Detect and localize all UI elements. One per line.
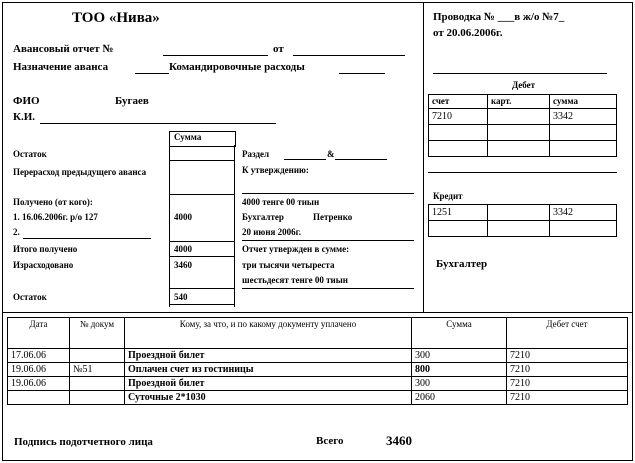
expense-row — [8, 363, 628, 377]
sum-col-left — [169, 145, 170, 307]
credit-card — [488, 221, 550, 237]
expense-date: 19.06.06 — [8, 377, 70, 391]
section-line-b — [335, 159, 387, 160]
debit-col-sum: сумма — [550, 95, 617, 109]
purpose-line-b — [339, 73, 385, 74]
debit-title: Дебет — [512, 80, 536, 90]
expense-doc — [70, 377, 125, 391]
debit-card — [488, 109, 550, 125]
expense-doc: №51 — [70, 363, 125, 377]
credit-sum — [550, 221, 617, 237]
approved-text-1: Отчет утвержден в сумме: — [242, 244, 350, 254]
expense-description: Оплачен счет из гостиницы — [125, 363, 412, 377]
expense-sum: 300 — [412, 349, 507, 363]
approval-date-line — [242, 240, 414, 241]
col-date: Дата — [8, 318, 70, 349]
expense-description: Суточные 2*1030 — [125, 391, 412, 405]
expense-sum: 300 — [412, 377, 507, 391]
section-amp: & — [327, 149, 335, 159]
credit-card — [488, 205, 550, 221]
credit-title: Кредит — [433, 191, 463, 201]
expense-row — [8, 377, 628, 391]
expense-row — [8, 349, 628, 363]
report-number-line — [163, 55, 268, 56]
expense-doc — [70, 391, 125, 405]
spent-value: 3460 — [174, 260, 192, 270]
expense-debit: 7210 — [507, 349, 628, 363]
expense-description: Проездной билет — [125, 377, 412, 391]
approval-amount: 4000 тенге 00 тиын — [242, 197, 320, 207]
entry-title: Проводка № ___в ж/о №7_ — [433, 11, 565, 23]
expense-description: Проездной билет — [125, 349, 412, 363]
overspend-label: Перерасход предыдущего аванса — [13, 167, 147, 177]
signature-label: Подпись подотчетного лица — [14, 436, 153, 448]
approved-line — [242, 288, 414, 289]
debit-col-card: карт. — [488, 95, 550, 109]
debit-account — [429, 141, 488, 157]
debit-row — [429, 141, 617, 157]
entry-date: от 20.06.2006г. — [433, 27, 503, 39]
credit-row — [429, 221, 617, 237]
sum-row-line — [169, 194, 234, 195]
purpose-label: Назначение аванса — [13, 61, 109, 73]
horizontal-divider — [2, 312, 632, 313]
debit-account: 7210 — [429, 109, 488, 125]
fio-value-1: Бугаев — [115, 95, 149, 107]
sum-row-line — [169, 241, 234, 242]
approval-label: К утверждению: — [242, 165, 309, 175]
debit-row — [429, 109, 617, 125]
total-value: 3460 — [386, 433, 412, 448]
right-accountant-label: Бухгалтер — [436, 258, 488, 270]
debit-header-row — [429, 95, 617, 109]
sum-row-line — [169, 304, 234, 305]
expense-date — [8, 391, 70, 405]
report-title-label: Авансовый отчет № — [13, 43, 114, 55]
spent-label: Израсходовано — [13, 260, 74, 270]
final-balance-value: 540 — [174, 292, 188, 302]
accountant-name: Петренко — [313, 212, 353, 222]
expense-header-row — [8, 318, 628, 349]
expense-table — [7, 317, 628, 405]
debit-row — [429, 125, 617, 141]
report-from-label: от — [273, 43, 284, 55]
report-date-line — [293, 55, 405, 56]
total-label: Всего — [316, 435, 344, 447]
debit-account — [429, 125, 488, 141]
col-description: Кому, за что, и по какому документу уплачено — [125, 318, 412, 349]
fio-value-2: К.И. — [13, 111, 36, 123]
purpose-line-a — [135, 73, 169, 74]
company-name: ТОО «Нива» — [72, 10, 160, 26]
debit-sum — [550, 125, 617, 141]
expense-doc — [70, 349, 125, 363]
accountant-label: Бухгалтер — [242, 212, 284, 222]
approved-text-3: шестьдесят тенге 00 тиын — [242, 275, 348, 285]
debit-col-account: счет — [429, 95, 488, 109]
col-doc: № докум — [70, 318, 125, 349]
sum-row-line — [169, 288, 234, 289]
credit-sum: 3342 — [550, 205, 617, 221]
approval-date: 20 июня 2006г. — [242, 227, 301, 237]
final-balance-label: Остаток — [13, 292, 47, 302]
section-line-a — [284, 159, 326, 160]
approval-line — [242, 193, 414, 194]
purpose-value: Командировочные расходы — [169, 61, 305, 73]
received-row-2: 2. — [13, 227, 20, 237]
report-title — [13, 43, 114, 55]
debit-sum: 3342 — [550, 109, 617, 125]
total-received-label: Итого получено — [13, 244, 78, 254]
debit-bottom-line — [428, 172, 617, 173]
received-row-2-line — [23, 238, 151, 239]
expense-row — [8, 391, 628, 405]
received-label: Получено (от кого): — [13, 197, 93, 207]
expense-debit: 7210 — [507, 391, 628, 405]
expense-date: 17.06.06 — [8, 349, 70, 363]
fio-label: ФИО — [13, 95, 40, 107]
expense-debit: 7210 — [507, 377, 628, 391]
sum-col-right — [234, 145, 235, 307]
sum-header: Сумма — [174, 132, 202, 142]
section-label: Раздел — [242, 149, 270, 159]
credit-account — [429, 221, 488, 237]
vertical-divider — [423, 2, 424, 312]
credit-account: 1251 — [429, 205, 488, 221]
fio-line — [40, 123, 276, 124]
expense-debit: 7210 — [507, 363, 628, 377]
credit-row — [429, 205, 617, 221]
received-row-1-value: 4000 — [174, 212, 192, 222]
entry-line — [433, 73, 607, 74]
col-debit: Дебет счет — [507, 318, 628, 349]
sum-row-line — [169, 160, 234, 161]
sum-row-line — [169, 256, 234, 257]
expense-sum: 2060 — [412, 391, 507, 405]
credit-table — [428, 204, 617, 237]
col-sum: Сумма — [412, 318, 507, 349]
total-received-value: 4000 — [174, 244, 192, 254]
debit-card — [488, 125, 550, 141]
approved-text-2: три тысячи четыреста — [242, 260, 335, 270]
debit-sum — [550, 141, 617, 157]
balance-label: Остаток — [13, 149, 47, 159]
expense-date: 19.06.06 — [8, 363, 70, 377]
received-row-1: 1. 16.06.2006г. р/о 127 — [13, 212, 98, 222]
debit-card — [488, 141, 550, 157]
debit-table — [428, 94, 617, 157]
expense-sum: 800 — [412, 363, 507, 377]
